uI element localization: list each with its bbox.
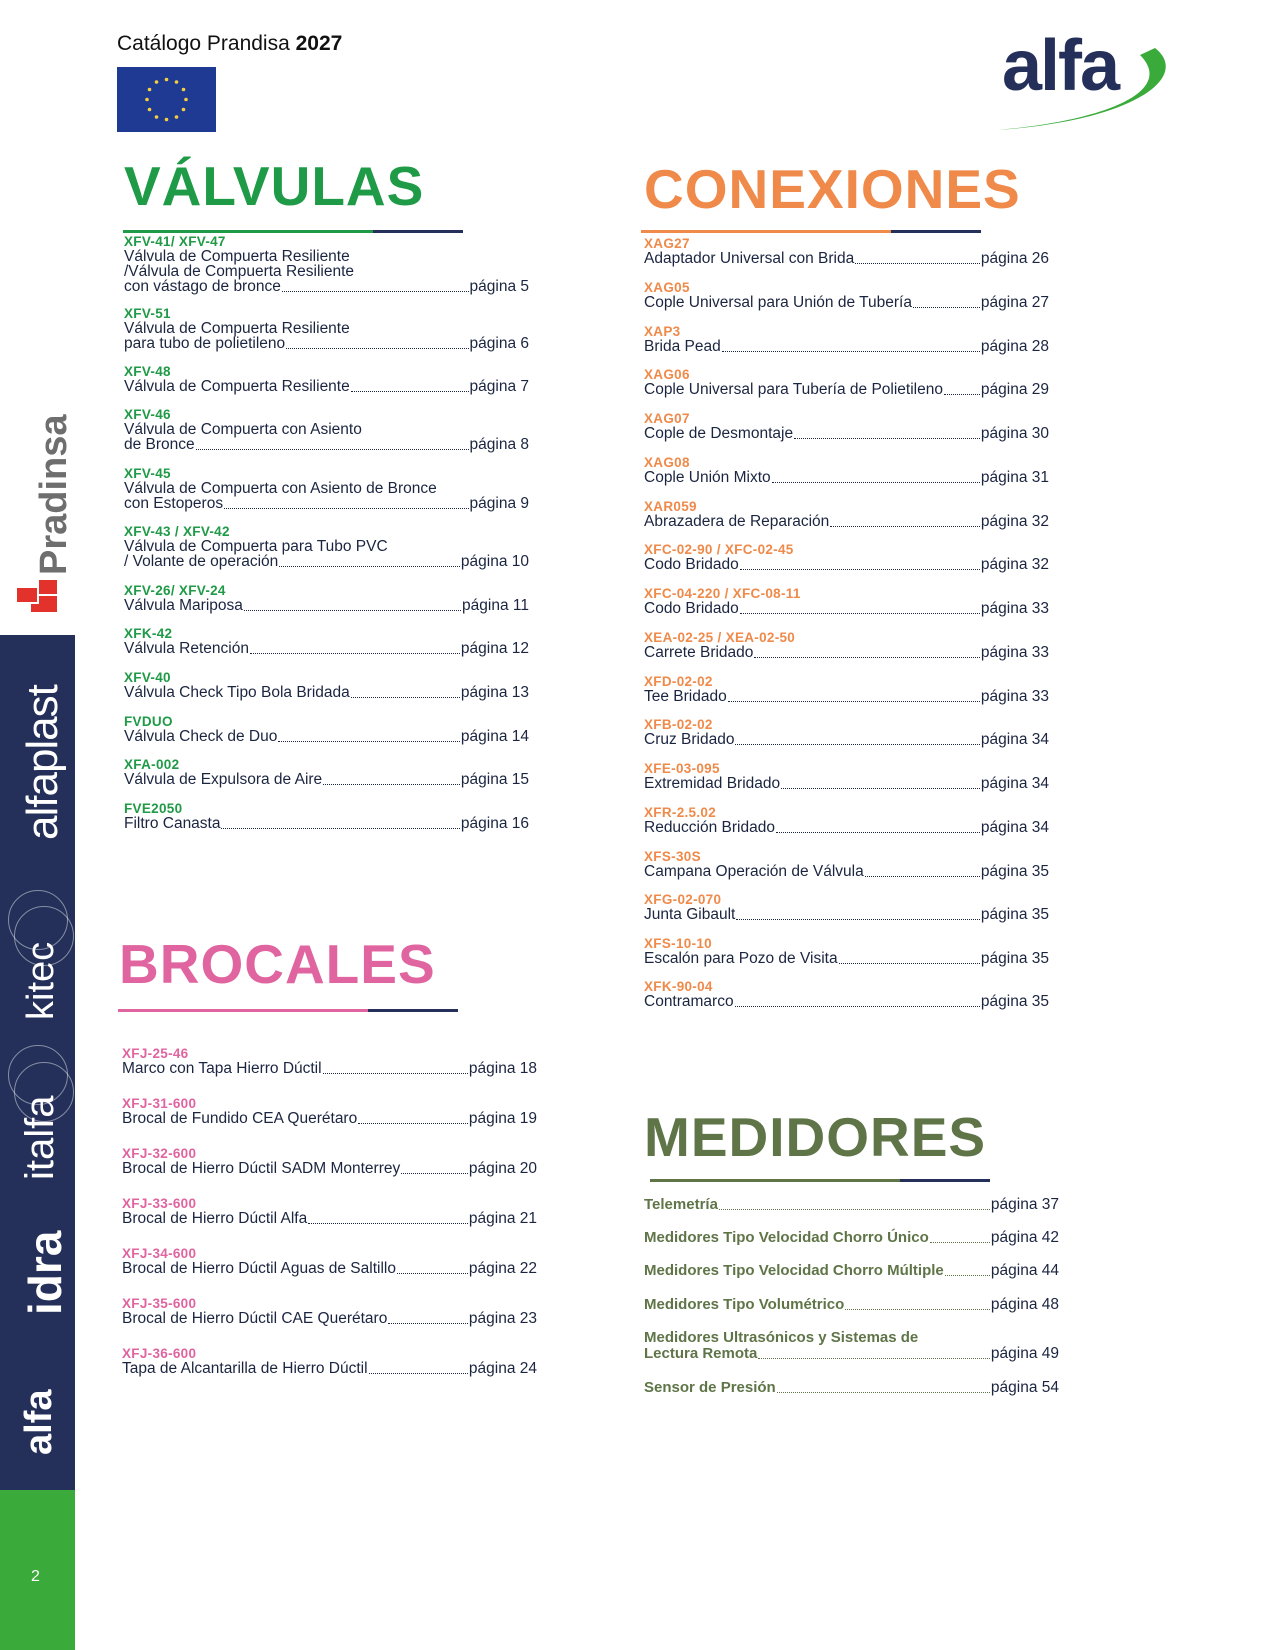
entry-row [124,437,529,453]
brocales-title: BROCALES [119,933,436,995]
valvulas-entry[interactable] [124,234,529,295]
leader-dots [323,784,460,785]
valvulas-entry[interactable] [124,524,529,570]
entry-code: XFV-48 [124,364,171,379]
leader-dots [196,449,469,450]
valvulas-entry[interactable] [124,714,529,745]
entry-label: Cople Universal para Tubería de Polietileno [644,381,943,398]
entry-label: con Estoperos [124,495,224,512]
catalog-year: 2027 [295,32,343,55]
entry-code: XFV-26/ XFV-24 [124,583,226,598]
conexiones-entry[interactable] [644,630,1049,661]
entry-row [644,864,1049,880]
conexiones-entry[interactable] [644,542,1049,573]
entry-label: Reducción Bridado [644,819,775,836]
entry-code: XAG07 [644,411,690,426]
conexiones-entry[interactable] [644,586,1049,617]
medidores-entry[interactable] [644,1330,1059,1362]
entry-page: página 33 [980,644,1049,661]
medidores-rule [650,1179,900,1182]
entry-page: página 22 [468,1260,537,1277]
entry-page: página 29 [980,381,1049,398]
entry-page: página 34 [980,775,1049,792]
entry-code: XFD-02-02 [644,674,713,689]
entry-label: Cruz Bridado [644,731,735,748]
entry-row [124,729,529,745]
entry-description-line: Medidores Ultrasónicos y Sistemas de [644,1329,919,1346]
valvulas-entry[interactable] [124,364,529,395]
entry-label: Medidores Tipo Velocidad Chorro Único [644,1229,929,1246]
entry-code: XAG27 [644,236,690,251]
conexiones-entry[interactable] [644,936,1049,967]
entry-page: página 33 [980,600,1049,617]
entry-label: con vástago de bronce [124,278,281,295]
leader-dots [944,394,980,395]
leader-dots [735,744,979,745]
conexiones-entry[interactable] [644,411,1049,442]
entry-page: página 48 [990,1296,1059,1313]
leader-dots [777,1392,990,1393]
leader-dots [740,613,980,614]
leader-dots [845,1309,990,1310]
entry-code: XAP3 [644,324,681,339]
entry-page: página 28 [980,338,1049,355]
entry-label: Brocal de Fundido CEA Querétaro [122,1110,358,1127]
entry-code: XFR-2.5.02 [644,805,717,820]
leader-dots [839,963,980,964]
entry-code: XFE-03-095 [644,761,720,776]
brocales-entry[interactable] [122,1296,537,1327]
entry-page: página 54 [990,1379,1059,1396]
entry-code: XFG-02-070 [644,892,722,907]
entry-page: página 7 [469,378,529,395]
brocales-entry[interactable] [122,1246,537,1277]
entry-page: página 30 [980,425,1049,442]
entry-row [644,645,1049,661]
entry-row [122,1261,537,1277]
leader-dots [794,438,980,439]
leader-dots [728,701,980,702]
entry-page: página 49 [990,1345,1059,1362]
valvulas-entry[interactable] [124,306,529,352]
conexiones-entry[interactable] [644,979,1049,1010]
entry-code: FVE2050 [124,801,183,816]
leader-dots [740,569,980,570]
conexiones-rule [641,230,891,233]
entry-row [644,689,1049,705]
medidores-entry[interactable] [644,1263,1059,1279]
leader-dots [930,1242,990,1243]
entry-row [644,1380,1059,1396]
entry-label: Cople Universal para Unión de Tubería [644,294,912,311]
entry-page: página 18 [468,1060,537,1077]
entry-page: página 19 [468,1110,537,1127]
entry-code: XAG06 [644,367,690,382]
entry-code: XFV-46 [124,407,171,422]
brocales-rule [118,1009,368,1012]
entry-code: XFB-02-02 [644,717,713,732]
valvulas-entry[interactable] [124,801,529,832]
brand-alfa: alfa [18,1389,60,1455]
entry-label: Brida Pead [644,338,721,355]
brocales-entry[interactable] [122,1146,537,1177]
conexiones-entry[interactable] [644,717,1049,748]
entry-label: Junta Gibault [644,906,736,923]
entry-page: página 9 [469,495,529,512]
entry-label: Adaptador Universal con Brida [644,250,855,267]
alfa-logo-icon [990,20,1190,135]
valvulas-entry[interactable] [124,757,529,788]
entry-label: Extremidad Bridado [644,775,781,792]
leader-dots [351,697,460,698]
entry-row [122,1361,537,1377]
entry-row [644,1297,1059,1313]
entry-code: XFK-90-04 [644,979,713,994]
conexiones-entry[interactable] [644,280,1049,311]
entry-row [644,820,1049,836]
entry-label: Carrete Bridado [644,644,754,661]
entry-page: página 44 [990,1262,1059,1279]
valvulas-entry[interactable] [124,407,529,453]
conexiones-entry[interactable] [644,761,1049,792]
entry-page: página 5 [469,278,529,295]
leader-dots [830,526,980,527]
entry-page: página 35 [980,906,1049,923]
entry-code: XFJ-36-600 [122,1346,197,1361]
medidores-entry[interactable] [644,1380,1059,1396]
entry-code: XFV-43 / XFV-42 [124,524,230,539]
brand-idra: idra [19,1230,71,1315]
entry-code: XFJ-34-600 [122,1246,197,1261]
leader-dots [221,828,459,829]
leader-dots [865,876,980,877]
entry-page: página 20 [468,1160,537,1177]
pradinsa-logo-icon [17,580,67,620]
medidores-title: MEDIDORES [644,1106,987,1168]
entry-label: Brocal de Hierro Dúctil SADM Monterrey [122,1160,401,1177]
entry-label: Medidores Tipo Volumétrico [644,1296,845,1313]
leader-dots [401,1173,468,1174]
valvulas-entry[interactable] [124,583,529,614]
conexiones-entry[interactable] [644,367,1049,398]
valvulas-entry[interactable] [124,670,529,701]
leader-dots [945,1275,990,1276]
entry-code: XFS-30S [644,849,701,864]
entry-label: Codo Bridado [644,600,739,617]
entry-code: XFS-10-10 [644,936,712,951]
entry-label: Brocal de Hierro Dúctil Aguas de Saltillo [122,1260,396,1277]
entry-code: FVDUO [124,714,173,729]
entry-row [644,1346,1059,1362]
entry-page: página 11 [462,597,529,614]
entry-label: Válvula Check Tipo Bola Bridada [124,684,350,701]
leader-dots [722,351,980,352]
entry-row [644,557,1049,573]
brocales-entry[interactable] [122,1196,537,1227]
entry-label: Filtro Canasta [124,815,221,832]
leader-dots [278,741,460,742]
entry-page: página 15 [460,771,529,788]
entry-row [644,1230,1059,1246]
entry-page: página 37 [990,1196,1059,1213]
entry-page: página 6 [469,335,529,352]
conexiones-title: CONEXIONES [644,158,1021,220]
entry-label: para tubo de polietileno [124,335,286,352]
catalog-title [117,32,342,56]
entry-row [644,732,1049,748]
entry-row [124,554,529,570]
entry-row [124,496,529,512]
entry-code: XFV-40 [124,670,171,685]
entry-page: página 24 [468,1360,537,1377]
conexiones-entry[interactable] [644,805,1049,836]
leader-dots [286,348,468,349]
entry-label: Medidores Tipo Velocidad Chorro Múltiple [644,1262,944,1279]
alfa-logo-text: alfa [1002,26,1119,106]
entry-label: Codo Bridado [644,556,739,573]
entry-row [124,379,529,395]
leader-dots [758,1358,990,1359]
entry-code: XAG08 [644,455,690,470]
entry-page: página 16 [460,815,529,832]
medidores-entry[interactable] [644,1297,1059,1313]
brocales-entry[interactable] [122,1046,537,1077]
entry-page: página 34 [980,819,1049,836]
conexiones-rule-navy [891,230,981,233]
entry-row [644,1197,1059,1213]
entry-row [644,951,1049,967]
entry-label: de Bronce [124,436,195,453]
entry-row [122,1311,537,1327]
entry-code: XFV-41/ XFV-47 [124,234,226,249]
entry-label: Válvula Check de Duo [124,728,278,745]
medidores-rule-navy [900,1179,990,1182]
entry-label: Marco con Tapa Hierro Dúctil [122,1060,322,1077]
brand-pradinsa: Pradinsa [33,414,75,575]
entry-label: Telemetría [644,1196,718,1213]
entry-page: página 35 [980,993,1049,1010]
entry-row [644,994,1049,1010]
conexiones-entry[interactable] [644,455,1049,486]
entry-code: XFV-51 [124,306,171,321]
conexiones-entry[interactable] [644,324,1049,355]
leader-dots [781,788,980,789]
leader-dots [250,653,460,654]
entry-row [124,685,529,701]
leader-dots [282,291,469,292]
page-number: 2 [31,1568,40,1585]
entry-label: Válvula Mariposa [124,597,243,614]
leader-dots [308,1223,468,1224]
entry-row [644,251,1049,267]
entry-label: Contramarco [644,993,734,1010]
brand-italfa: italfa [18,1095,62,1180]
entry-page: página 32 [980,556,1049,573]
entry-row [644,1263,1059,1279]
entry-description-line: /Válvula de Compuerta Resiliente [124,263,355,280]
entry-label: Brocal de Hierro Dúctil Alfa [122,1210,308,1227]
brocales-entry[interactable] [122,1096,537,1127]
leader-dots [913,307,980,308]
entry-code: XFJ-35-600 [122,1296,197,1311]
entry-label: Escalón para Pozo de Visita [644,950,838,967]
entry-label: Abrazadera de Reparación [644,513,830,530]
entry-page: página 10 [460,553,529,570]
entry-page: página 27 [980,294,1049,311]
entry-code: XFJ-31-600 [122,1096,197,1111]
entry-row [644,907,1049,923]
entry-page: página 34 [980,731,1049,748]
entry-label: Válvula de Compuerta Resiliente [124,378,350,395]
entry-page: página 13 [460,684,529,701]
entry-page: página 26 [980,250,1049,267]
leader-dots [279,566,460,567]
leader-dots [351,391,469,392]
entry-label: / Volante de operación [124,553,279,570]
entry-row [644,601,1049,617]
leader-dots [388,1323,468,1324]
leader-dots [735,1006,980,1007]
entry-row [122,1111,537,1127]
valvulas-entry[interactable] [124,466,529,512]
entry-code: XFJ-25-46 [122,1046,189,1061]
entry-page: página 12 [460,640,529,657]
leader-dots [719,1209,990,1210]
entry-code: XFV-45 [124,466,171,481]
leader-dots [397,1273,468,1274]
entry-code: XFK-42 [124,626,173,641]
entry-page: página 31 [980,469,1049,486]
entry-row [122,1061,537,1077]
conexiones-entry[interactable] [644,236,1049,267]
entry-row [124,279,529,295]
entry-description-line: Válvula de Compuerta Resiliente [124,320,350,337]
entry-label: Cople Unión Mixto [644,469,771,486]
entry-page: página 21 [468,1210,537,1227]
entry-row [124,816,529,832]
entry-row [644,295,1049,311]
leader-dots [772,482,980,483]
entry-code: XFJ-32-600 [122,1146,197,1161]
entry-row [644,514,1049,530]
leader-dots [358,1123,468,1124]
entry-page: página 35 [980,950,1049,967]
leader-dots [224,508,468,509]
entry-label: Brocal de Hierro Dúctil CAE Querétaro [122,1310,388,1327]
entry-label: Lectura Remota [644,1345,758,1362]
medidores-entry[interactable] [644,1197,1059,1213]
entry-row [644,426,1049,442]
leader-dots [736,919,980,920]
entry-page: página 42 [990,1229,1059,1246]
entry-row [644,382,1049,398]
valvulas-rule [123,230,373,233]
valvulas-rule-navy [373,230,463,233]
valvulas-entry[interactable] [124,626,529,657]
entry-description-line: Válvula de Compuerta con Asiento de Bronce [124,480,437,497]
leader-dots [754,657,979,658]
eu-flag-icon [117,67,216,132]
entry-label: Válvula Retención [124,640,249,657]
entry-description-line: Válvula de Compuerta para Tubo PVC [124,538,388,555]
entry-code: XFC-04-220 / XFC-08-11 [644,586,801,601]
entry-row [644,339,1049,355]
leader-dots [323,1073,468,1074]
entry-row [124,598,529,614]
brocales-rule-navy [368,1009,458,1012]
entry-row [122,1161,537,1177]
entry-code: XFA-002 [124,757,180,772]
conexiones-entry[interactable] [644,499,1049,530]
entry-row [644,776,1049,792]
leader-dots [244,610,461,611]
catalog-prefix: Catálogo Prandisa [117,32,290,55]
valvulas-title: VÁLVULAS [124,155,425,217]
entry-row [644,470,1049,486]
entry-label: Válvula de Expulsora de Aire [124,771,323,788]
entry-label: Cople de Desmontaje [644,425,794,442]
leader-dots [855,263,980,264]
entry-label: Sensor de Presión [644,1379,776,1396]
entry-page: página 14 [460,728,529,745]
entry-page: página 8 [469,436,529,453]
brand-kitec: kitec [20,941,62,1020]
medidores-entry[interactable] [644,1230,1059,1246]
conexiones-entry[interactable] [644,674,1049,705]
entry-code: XFC-02-90 / XFC-02-45 [644,542,794,557]
brand-alfaplast: alfaplast [18,685,67,840]
entry-label: Campana Operación de Válvula [644,863,864,880]
entry-row [124,772,529,788]
leader-dots [776,832,980,833]
entry-code: XAG05 [644,280,690,295]
entry-description-line: Válvula de Compuerta con Asiento [124,421,362,438]
entry-code: XEA-02-25 / XEA-02-50 [644,630,796,645]
entry-row [124,336,529,352]
entry-row [124,641,529,657]
entry-page: página 35 [980,863,1049,880]
entry-page: página 33 [980,688,1049,705]
conexiones-entry[interactable] [644,892,1049,923]
entry-page: página 23 [468,1310,537,1327]
entry-label: Tee Bridado [644,688,727,705]
entry-code: XAR059 [644,499,697,514]
brand-sidebar [0,0,75,1650]
leader-dots [369,1373,468,1374]
brocales-entry[interactable] [122,1346,537,1377]
entry-page: página 32 [980,513,1049,530]
entry-label: Tapa de Alcantarilla de Hierro Dúctil [122,1360,368,1377]
entry-description-line: Válvula de Compuerta Resiliente [124,248,350,265]
entry-code: XFJ-33-600 [122,1196,197,1211]
conexiones-entry[interactable] [644,849,1049,880]
entry-row [122,1211,537,1227]
